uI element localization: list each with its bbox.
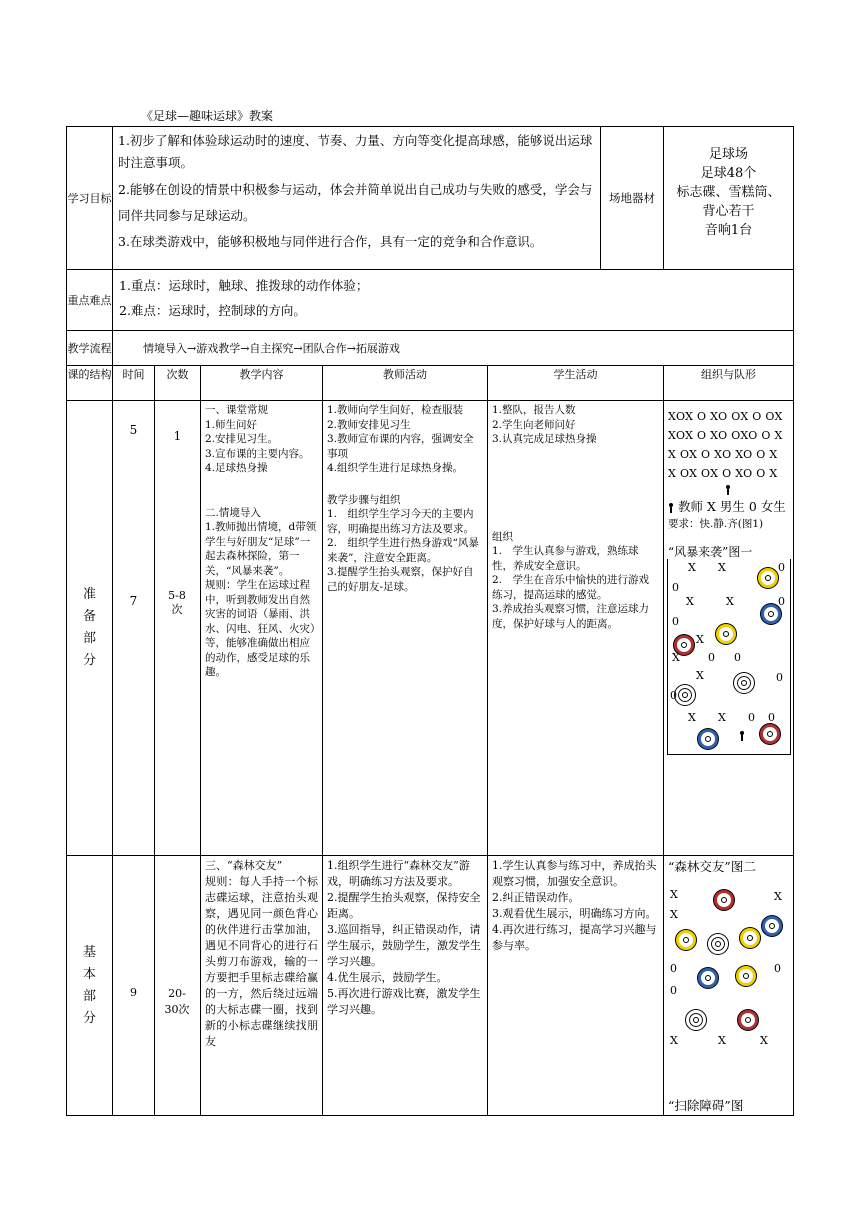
basic-student-line: 4.再次进行练习，提高学习兴趣与参与率。	[492, 923, 657, 952]
mark-o: 0	[774, 962, 782, 975]
prep-teacher-line: 1. 组织学生学习今天的主要内容，明确提出练习方法及要求。	[327, 508, 474, 535]
venue-line-2: 足球48个	[700, 166, 757, 181]
red-disc-icon	[714, 890, 734, 910]
mark-x: X	[686, 595, 694, 608]
basic-time-cell	[113, 856, 155, 1116]
basic-teacher-line: 1.组织学生进行“森林交友”游戏，明确练习方法及要求。	[327, 859, 470, 888]
teacher-legend-icon	[669, 503, 673, 513]
storm-figure	[667, 559, 791, 755]
mark-x: X	[726, 595, 734, 608]
figure-1-caption: “风暴来袭”图一	[668, 545, 753, 559]
mark-x: X	[696, 633, 704, 646]
mark-x: X	[670, 888, 678, 901]
mark-o: 0	[670, 984, 678, 997]
mark-x: X	[774, 890, 782, 903]
red-disc-icon	[760, 724, 780, 744]
mark-o: 0	[708, 651, 716, 664]
blue-disc-icon	[698, 968, 718, 988]
prep-teacher-line: 1.教师向学生问好，检查服装	[327, 404, 464, 416]
basic-student-line: 3.观看优生展示，明确练习方向。	[492, 907, 657, 920]
prep-content-cell	[201, 401, 323, 856]
basic-teacher-cell	[323, 856, 488, 1116]
section-prep-name: 准备部分	[82, 587, 96, 668]
mark-x: X	[688, 711, 696, 724]
formation-legend: 教师 X 男生 0 女生	[678, 499, 786, 514]
yellow-disc-icon	[736, 966, 756, 986]
yellow-disc-icon	[740, 928, 760, 948]
prep-count-1: 1	[173, 429, 182, 443]
prep-teacher-line: 2. 组织学生进行热身游戏“风暴来袭”，注意安全距离。	[327, 537, 479, 564]
prep-count-cell	[155, 401, 201, 856]
prep-teacher-line: 4.组织学生进行足球热身操。	[327, 462, 464, 474]
process-flow: 情境导入→游戏教学→自主探究→团队合作→拓展游戏	[113, 331, 794, 366]
key-points-label: 重点难点	[67, 270, 113, 331]
prep-time-2: 7	[129, 594, 138, 608]
basic-teacher-line: 2.提醒学生抬头观察，保持安全距离。	[327, 891, 481, 920]
prep-count-2: 5-8次	[168, 589, 186, 616]
formation-row: XOX O XO OXO O X	[668, 429, 783, 442]
basic-count-cell	[155, 856, 201, 1116]
prep-student-line: 3.养成抬头观察习惯，注意运球力度，保护好球与人的距离。	[492, 603, 650, 630]
basic-teacher-line: 5.再次进行游戏比赛，激发学生学习兴趣。	[327, 987, 481, 1016]
prep-student-cell	[488, 401, 664, 856]
venue-cell	[664, 127, 794, 270]
venue-line-5: 音响1台	[704, 223, 753, 238]
prep-teacher-line: 3.提醒学生抬头观察，保护好自己的好朋友-足球。	[327, 566, 474, 593]
basic-student-line: 1.学生认真参与练习中，养成抬头观察习惯，加强安全意识。	[492, 859, 657, 888]
venue-label: 场地器材	[601, 127, 664, 270]
mark-x: X	[760, 1034, 768, 1047]
mark-x: X	[672, 651, 680, 664]
mark-o: 0	[672, 581, 680, 594]
prep-organization-cell	[664, 401, 794, 856]
white-disc-icon	[686, 1010, 706, 1030]
prep-content-line: 二.情境导入	[205, 506, 261, 519]
basic-student-line: 2.纠正错误动作。	[492, 891, 580, 904]
mark-o: 0	[670, 689, 678, 702]
figure-3-caption: “扫除障碍”图	[668, 1098, 744, 1113]
mark-o: 0	[672, 615, 680, 628]
teacher-icon	[740, 731, 744, 741]
objectives-label: 学习目标	[67, 127, 113, 270]
basic-content-line: 规则：每人手持一个标志碟运球，注意抬头观察，遇见同一颜色背心的伙伴进行击掌加油，遇见不同背心的进行石头剪刀布游戏，输的一方要把手里标志碟给赢的一方，然后绕过远端的大标志碟一圈，找到新的小标志碟继续找朋友	[205, 875, 318, 1048]
blue-disc-icon	[761, 604, 781, 624]
prep-content-line: 1.师生问好	[205, 418, 258, 431]
mark-x: X	[670, 1034, 678, 1047]
objective-1: 1.初步了解和体验球运动时的速度、节奏、力量、方向等变化提高球感，能够说出运球时注意事项。	[118, 133, 593, 170]
prep-student-line: 3.认真完成足球热身操	[492, 433, 597, 445]
prep-teacher-line: 教学步骤与组织	[327, 493, 401, 506]
prep-student-line: 组织	[492, 530, 513, 543]
forest-friends-figure	[668, 874, 789, 1069]
section-basic-label	[67, 856, 113, 1116]
red-disc-icon	[738, 1010, 758, 1030]
mark-o: 0	[768, 711, 776, 724]
basic-teacher-line: 4.优生展示，鼓励学生。	[327, 971, 448, 984]
mark-x: X	[670, 908, 678, 921]
header-content: 教学内容	[201, 366, 323, 401]
basic-teacher-line: 3.巡回指导，纠正错误动作，请学生展示，鼓励学生，激发学生学习兴趣。	[327, 923, 481, 968]
venue-line-4: 背心若干	[702, 204, 755, 219]
mark-x: X	[718, 561, 726, 574]
mark-x: X	[688, 561, 696, 574]
mark-o: 0	[748, 711, 756, 724]
header-organization: 组织与队形	[664, 366, 794, 401]
prep-content-line: 4.足球热身操	[205, 462, 268, 474]
white-disc-icon	[734, 673, 754, 693]
header-time: 时间	[113, 366, 155, 401]
white-disc-icon	[675, 685, 695, 705]
mark-x: X	[718, 1034, 726, 1047]
basic-student-cell	[488, 856, 664, 1116]
header-student: 学生活动	[488, 366, 664, 401]
basic-organization-cell	[664, 856, 794, 1116]
process-label: 教学流程	[67, 331, 113, 366]
header-structure: 课的结构	[67, 366, 113, 401]
prep-content-line: 1.教师抛出情境，d带领学生与好朋友“足球”一起去森林探险，第一关，“风暴来袭”。	[205, 521, 317, 577]
venue-line-3: 标志碟、雪糕筒、	[676, 185, 781, 200]
yellow-disc-icon	[716, 624, 736, 644]
venue-line-1: 足球场	[709, 147, 749, 162]
mark-o: 0	[734, 651, 742, 664]
basic-content-cell	[201, 856, 323, 1116]
formation-row: X OX OX O XO O X	[668, 467, 778, 480]
prep-content-line: 一、课堂常规	[205, 404, 268, 416]
section-basic-name: 基本部分	[82, 944, 96, 1026]
header-count: 次数	[155, 366, 201, 401]
prep-teacher-line: 2.教师安排见习生	[327, 418, 411, 431]
yellow-disc-icon	[758, 568, 778, 588]
prep-content-line: 3.宣布课的主要内容。	[205, 447, 310, 460]
basic-time: 9	[130, 986, 137, 999]
prep-student-line: 1.整队，报告人数	[492, 404, 576, 416]
document-title: 《足球—趣味运球》教案	[141, 109, 274, 123]
mark-x: X	[696, 669, 704, 682]
lesson-plan-table	[66, 126, 794, 1116]
formation-requirement: 要求：快.静.齐(图1)	[668, 518, 764, 530]
blue-disc-icon	[762, 916, 782, 936]
section-prep-label	[67, 401, 113, 856]
mark-x: X	[718, 711, 726, 724]
formation-row: XOX O XO OX O OX	[668, 410, 783, 423]
prep-teacher-line: 3.教师宣布课的内容，强调安全事项	[327, 433, 474, 460]
mark-o: 0	[776, 671, 784, 684]
objectives-cell	[113, 127, 601, 270]
prep-content-line: 2.安排见习生。	[205, 433, 279, 445]
teacher-icon	[726, 485, 730, 495]
figure-2-caption: “森林交友”图二	[668, 859, 756, 874]
mark-o: 0	[778, 595, 786, 608]
objective-2: 2.能够在创设的情景中积极参与运动，体会并简单说出自己成功与失败的感受，学会与同伴共同参与足球运动。	[118, 182, 593, 223]
key-point-1: 1.重点：运球时，触球、推拨球的动作体验；	[119, 278, 369, 293]
formation-row: X OX O XO XO O X	[668, 448, 778, 461]
prep-teacher-cell	[323, 401, 488, 856]
key-points-cell	[113, 270, 794, 331]
objective-3: 3.在球类游戏中，能够积极地与同伴进行合作，具有一定的竞争和合作意识。	[118, 234, 543, 249]
yellow-disc-icon	[676, 930, 696, 950]
prep-student-line: 2.学生向老师问好	[492, 418, 576, 431]
blue-disc-icon	[698, 729, 718, 749]
basic-count: 20-30次	[164, 987, 190, 1016]
header-teacher: 教师活动	[323, 366, 488, 401]
basic-content-line: 三、“森林交友”	[205, 859, 283, 872]
prep-content-line: 规则：学生在运球过程中，听到教师发出自然灾害的词语（暴雨、洪水、闪电、狂风、火灾）等，能够准确做出相应的动作，感受足球的乐趣。	[205, 579, 316, 678]
prep-student-line: 2. 学生在音乐中愉快的进行游戏练习，提高运球的感觉。	[492, 574, 650, 601]
mark-o: 0	[778, 561, 786, 574]
prep-time-cell	[113, 401, 155, 856]
mark-o: 0	[670, 962, 678, 975]
key-point-2: 2.难点：运球时，控制球的方向。	[119, 303, 306, 318]
white-disc-icon	[708, 934, 728, 954]
prep-time-1: 5	[129, 423, 138, 437]
prep-student-line: 1. 学生认真参与游戏，熟练球性，养成安全意识。	[492, 545, 639, 572]
